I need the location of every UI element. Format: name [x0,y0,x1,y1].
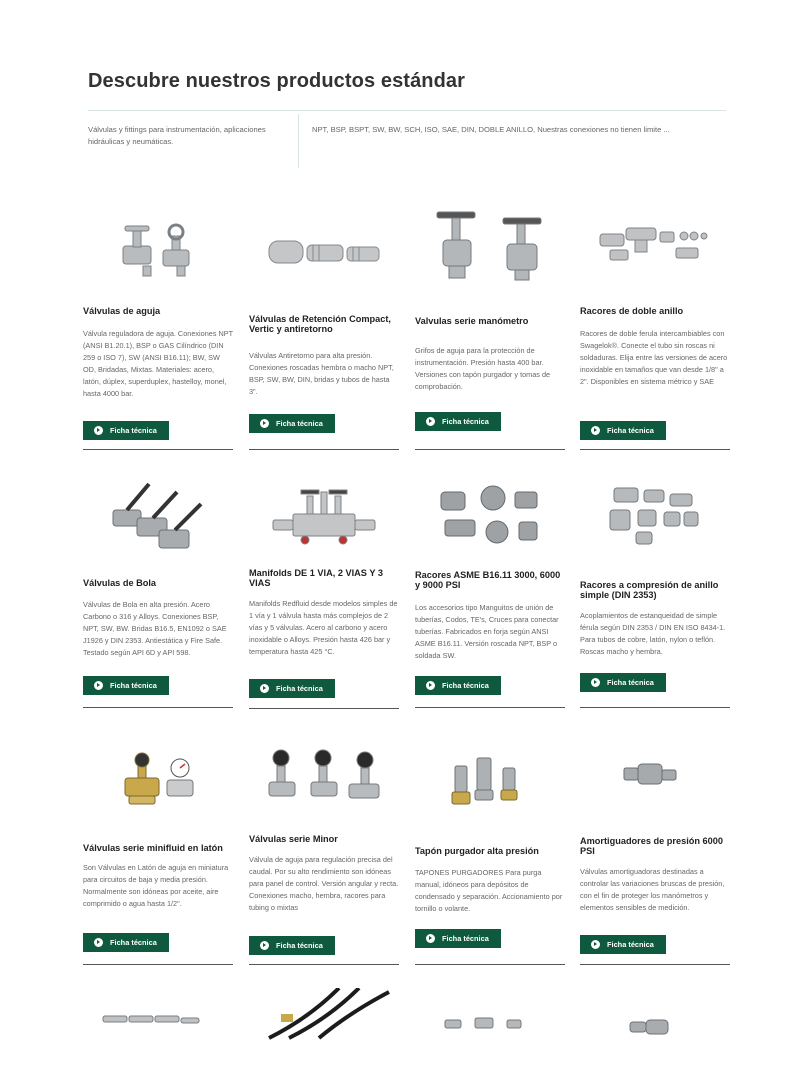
play-circle-icon [94,681,103,690]
product-description: Grifos de aguja para la protección de instrumentación. Presión hasta 400 bar. Versiones con tapón purgador y tomas de comprobación. [415,346,551,391]
product-title[interactable]: Valvulas serie manómetro [415,316,529,326]
product-description: TAPONES PURGADORES Para purga manual, idóneos para depósitos de condensado y separación. Accionamiento por tornillo o volante. [415,868,563,913]
product-description: Acoplamientos de estanqueidad de simple férula según DIN 2353 / DIN EN ISO 8434-1. Para tubos de cobre, latón, nylon o teflón. Roscas macho y hembra. [580,611,726,656]
card-divider [415,707,565,708]
product-description: Manifolds Redfluid desde modelos simples de 1 vía y 1 válvula hasta más complejos de 2 vías y 5 válvulas. Acero al carbono y acero inoxidable o Alloys. Presión hasta 426 bar y temperatura hasta 425 °C. [249,599,398,656]
ball-valve-image[interactable] [83,472,233,562]
bleed-plug-image[interactable] [415,742,565,832]
datasheet-button[interactable]: Ficha técnica [83,421,169,440]
product-description: Racores de doble ferula intercambiables con Swagelok®. Conecte el tubo sin roscas ni soldaduras. Elija entre las versiones de acero inoxidable en tamaños que van desde 1/8" a 2". Disponibles en sistema métrico y SAE [580,329,728,386]
intro-divider [298,114,299,168]
product-title[interactable]: Racores a compresión de anillo simple (DIN 2353) [580,580,719,600]
datasheet-button[interactable]: Ficha técnica [83,933,169,952]
play-circle-icon [260,419,269,428]
page-title: Descubre nuestros productos estándar [88,70,466,92]
datasheet-button[interactable]: Ficha técnica [249,936,335,955]
datasheet-button[interactable]: Ficha técnica [249,414,335,433]
needle-valve-image[interactable] [83,206,233,296]
play-circle-icon [591,678,600,687]
card-divider [83,449,233,450]
intro-text-right: NPT, BSP, BSPT, SW, BW, SCH, ISO, SAE, DIN, DOBLE ANILLO, Nuestras conexiones no tienen limite ... [312,125,670,134]
product-title[interactable]: Válvulas de aguja [83,306,161,316]
product-image[interactable] [83,998,233,1088]
gauge-valve-image[interactable] [415,202,565,292]
datasheet-button[interactable]: Ficha técnica [415,412,501,431]
play-circle-icon [426,934,435,943]
play-circle-icon [94,426,103,435]
product-image[interactable] [249,988,399,1078]
product-description: Válvula de aguja para regulación precisa del caudal. Por su alto rendimiento son idóneas para panel de control. Versión angular y recta. Conexiones macho, hembra, racores para tubing o mixtas [249,855,399,912]
play-circle-icon [591,426,600,435]
product-description: Los accesorios tipo Manguitos de unión de tuberías, Codos, TE's, Cruces para conectar tuberías. Fabricados en forja según ANSI ASME B16.11. Versión roscada NPT, BSP o soldada SW. [415,603,559,660]
card-divider [580,707,730,708]
datasheet-button[interactable]: Ficha técnica [580,935,666,954]
datasheet-button[interactable]: Ficha técnica [415,929,501,948]
play-circle-icon [260,684,269,693]
title-divider [88,110,726,111]
minor-valve-image[interactable] [249,738,399,828]
product-title[interactable]: Manifolds DE 1 VIA, 2 VIAS Y 3 VIAS [249,568,383,588]
card-divider [83,964,233,965]
product-title[interactable]: Amortiguadores de presión 6000 PSI [580,836,723,856]
play-circle-icon [260,941,269,950]
play-circle-icon [94,938,103,947]
product-image[interactable] [580,998,730,1088]
check-valve-image[interactable] [249,206,399,296]
card-divider [83,707,233,708]
play-circle-icon [426,681,435,690]
datasheet-button[interactable]: Ficha técnica [249,679,335,698]
product-description: Válvulas de Bola en alta presión. Acero Carbono o 316 y Alloys. Conexiones BSP, NPT, SW, BW. Bridas B16.5, EN1092 o SAE J1926 y DIN 2353. Antiestática y Fire Safe. Testado según API 6D y API 598. [83,600,227,657]
product-title[interactable]: Válvulas serie Minor [249,834,338,844]
product-description: Válvula reguladora de aguja. Conexiones NPT (ANSI B1.20.1), BSP o GAS Cilíndrico (DIN 259 o ISO 7), SW (ANSI B16.11); BW, SW OD, Bridadas, Mixtas. Materiales: acero, latón, dúplex, superduplex, hastelloy, monel, hasta 4000 bar. [83,329,233,398]
card-divider [580,449,730,450]
product-title[interactable]: Válvulas serie minifluid en latón [83,843,223,853]
card-divider [249,964,399,965]
product-description: Válvulas amortiguadoras destinadas a controlar las variaciones bruscas de presión, con el fin de proteger los manómetros y elementos sensibles de medición. [580,867,725,912]
product-title[interactable]: Válvulas de Bola [83,578,157,588]
product-description: Son Válvulas en Latón de aguja en miniatura para circuitos de baja y media presión. Normalmente son idóneas por aceite, aire comprimido o agua hasta 1/2". [83,863,229,908]
product-title[interactable]: Tapón purgador alta presión [415,846,539,856]
product-description: Válvulas Antiretorno para alta presión. Conexiones roscadas hembra o macho NPT, BSP, SW, BW, DIN, bridas y tubos de hasta 3". [249,351,394,396]
card-divider [580,964,730,965]
card-divider [249,449,399,450]
datasheet-button[interactable]: Ficha técnica [580,421,666,440]
product-image[interactable] [415,998,565,1088]
datasheet-button[interactable]: Ficha técnica [415,676,501,695]
product-title[interactable]: Racores de doble anillo [580,306,684,316]
card-divider [415,964,565,965]
product-title[interactable]: Racores ASME B16.11 3000, 6000 y 9000 PSI [415,570,561,590]
card-divider [415,449,565,450]
datasheet-button[interactable]: Ficha técnica [83,676,169,695]
brass-minifluid-valve-image[interactable] [83,742,233,832]
pressure-snubber-image[interactable] [580,738,730,828]
manifold-image[interactable] [249,478,399,568]
datasheet-button[interactable]: Ficha técnica [580,673,666,692]
play-circle-icon [426,417,435,426]
asme-fittings-image[interactable] [415,472,565,562]
intro-text-left: Válvulas y fittings para instrumentación, aplicaciones hidráulicas y neumáticas. [88,125,266,146]
compression-fittings-image[interactable] [580,472,730,562]
double-ferrule-fittings-image[interactable] [580,202,730,292]
product-title[interactable]: Válvulas de Retención Compact, Vertic y antiretorno [249,314,391,334]
card-divider [249,708,399,709]
play-circle-icon [591,940,600,949]
